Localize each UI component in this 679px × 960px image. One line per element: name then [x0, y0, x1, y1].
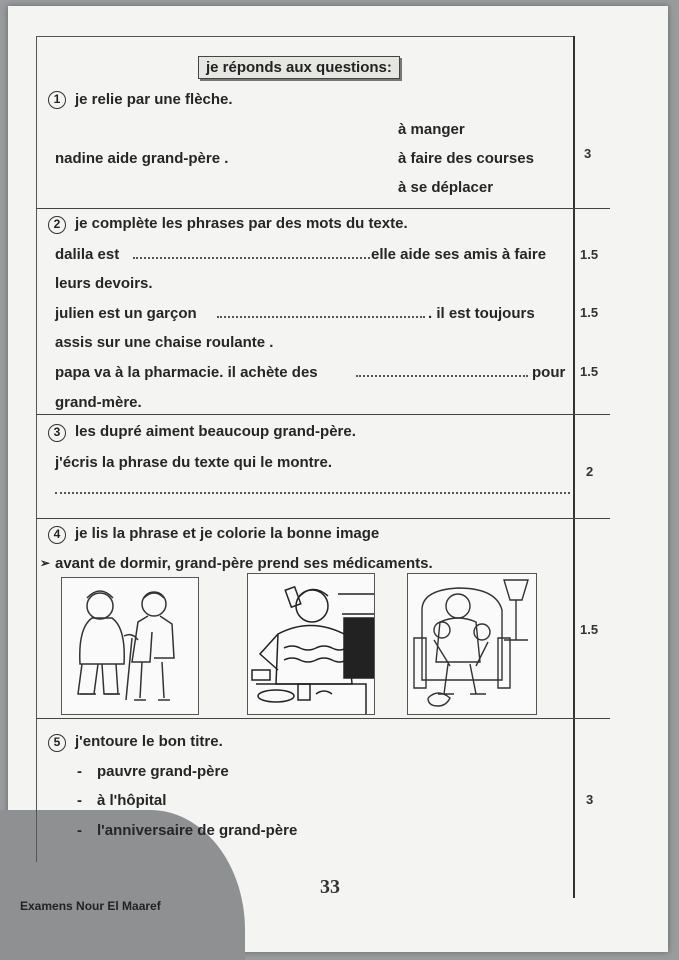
- q2-blank-2[interactable]: [217, 316, 425, 318]
- question-3-number: 3: [48, 424, 66, 442]
- q5-option-1[interactable]: pauvre grand-père: [97, 763, 229, 780]
- q3-instruction: j'écris la phrase du texte qui le montre.: [55, 454, 332, 471]
- frame-top: [36, 36, 574, 37]
- q3-statement: les dupré aiment beaucoup grand-père.: [75, 423, 356, 440]
- q5-option-2[interactable]: à l'hôpital: [97, 792, 167, 809]
- q1-option-1[interactable]: à manger: [398, 121, 465, 138]
- man-drinking-drawing: [248, 574, 374, 714]
- question-5-number: 5: [48, 734, 66, 752]
- q5-instruction: j'entoure le bon titre.: [75, 733, 223, 750]
- image-grandfather-with-children[interactable]: [407, 573, 537, 715]
- q2-score-2: 1.5: [580, 305, 599, 320]
- separator-3: [36, 518, 610, 519]
- separator-1: [36, 208, 610, 209]
- question-4-number: 4: [48, 526, 66, 544]
- q2-score-3: 1.5: [580, 364, 599, 379]
- section-title: je réponds aux questions:: [198, 56, 400, 79]
- q2-s1-continued: leurs devoirs.: [55, 275, 153, 292]
- q3-score: 2: [586, 464, 594, 479]
- q2-s3-continued: grand-mère.: [55, 394, 142, 411]
- q5-dash-2: -: [77, 792, 82, 809]
- page-number: 33: [320, 876, 340, 898]
- q2-s2-end: . il est toujours: [428, 305, 535, 322]
- question-1-number: 1: [48, 91, 66, 109]
- q3-answer-line[interactable]: [55, 492, 570, 494]
- q1-left-sentence[interactable]: nadine aide grand-père .: [55, 150, 229, 167]
- grandfather-armchair-drawing: [408, 574, 536, 714]
- frame-left: [36, 36, 37, 862]
- q5-option-3[interactable]: l'anniversaire de grand-père: [97, 822, 298, 839]
- elderly-couple-drawing: [62, 578, 198, 714]
- question-2-number: 2: [48, 216, 66, 234]
- separator-2: [36, 414, 610, 415]
- publisher-name: Examens Nour El Maaref: [20, 899, 161, 913]
- q2-s2-start: julien est un garçon: [55, 305, 197, 322]
- q4-sentence: avant de dormir, grand-père prend ses médicaments.: [55, 555, 433, 572]
- separator-4: [36, 718, 610, 719]
- q2-s2-continued: assis sur une chaise roulante .: [55, 334, 274, 351]
- q4-instruction: je lis la phrase et je colorie la bonne image: [75, 525, 380, 542]
- q2-blank-3[interactable]: [356, 375, 528, 377]
- bullet-arrow-icon: ➢: [40, 556, 51, 570]
- q5-dash-1: -: [77, 763, 82, 780]
- q5-score: 3: [586, 792, 594, 807]
- q2-s1-start: dalila est: [55, 246, 120, 263]
- q1-instruction: je relie par une flèche.: [75, 91, 233, 108]
- score-column-divider: [573, 36, 575, 898]
- q2-score-1: 1.5: [580, 247, 599, 262]
- q2-s1-end: elle aide ses amis à faire: [371, 246, 547, 263]
- q1-option-2[interactable]: à faire des courses: [398, 150, 534, 167]
- q2-blank-1[interactable]: [133, 257, 370, 259]
- q1-option-3[interactable]: à se déplacer: [398, 179, 494, 196]
- q2-instruction: je complète les phrases par des mots du texte.: [75, 215, 408, 232]
- image-man-taking-medicine[interactable]: [247, 573, 375, 715]
- q2-s3-start: papa va à la pharmacie. il achète des: [55, 364, 318, 381]
- image-elderly-couple[interactable]: [61, 577, 199, 715]
- q1-score: 3: [584, 146, 592, 161]
- q5-dash-3: -: [77, 822, 82, 839]
- q2-s3-end: pour: [532, 364, 566, 381]
- q4-score: 1.5: [580, 622, 599, 637]
